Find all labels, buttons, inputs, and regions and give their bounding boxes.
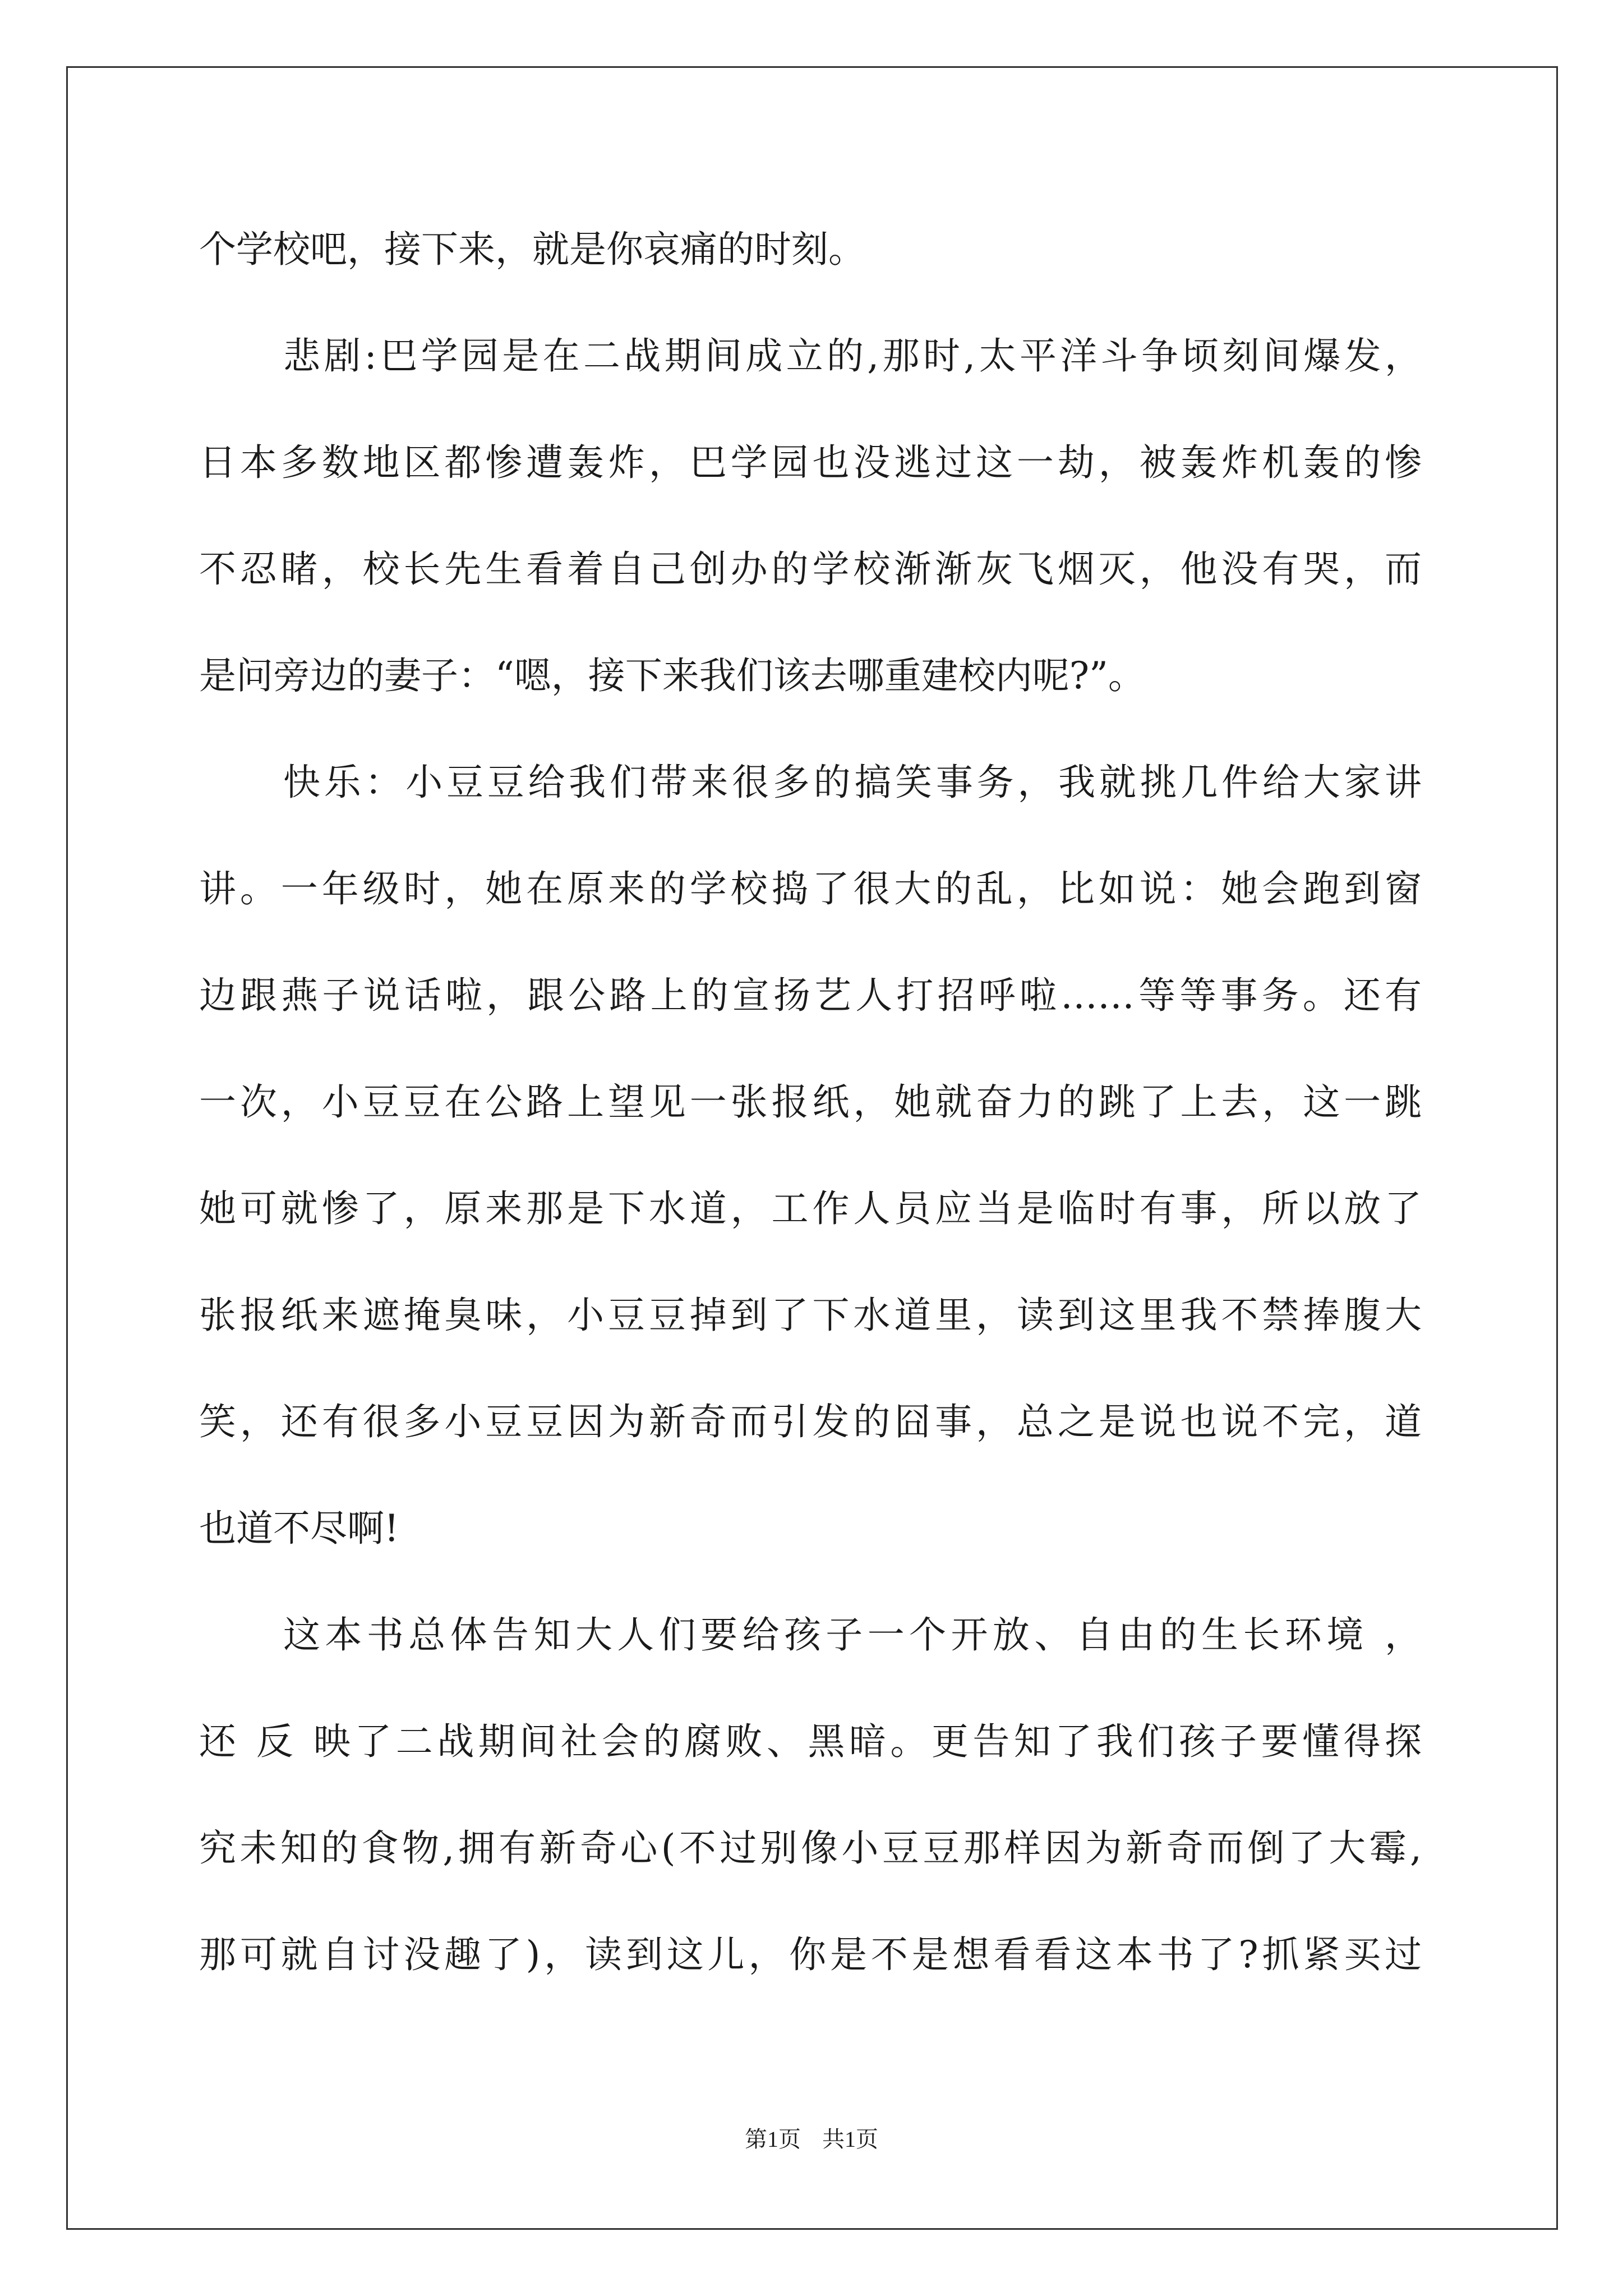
text-line: 这本书总体告知大人们要给孩子一个开放、自由的生长环境 ，	[283, 1613, 1422, 1657]
text-line: 笑，还有很多小豆豆因为新奇而引发的囧事，总之是说也说不完，道	[199, 1400, 1422, 1443]
text-line: 一次，小豆豆在公路上望见一张报纸，她就奋力的跳了上去，这一跳	[199, 1080, 1422, 1124]
text-line: 她可就惨了，原来那是下水道，工作人员应当是临时有事，所以放了	[199, 1187, 1422, 1230]
text-line: 那可就自讨没趣了)，读到这儿，你是不是想看看这本书了?抓紧买过	[199, 1933, 1422, 1976]
text-line: 还 反 映了二战期间社会的腐败、黑暗。更告知了我们孩子要懂得探	[199, 1720, 1422, 1763]
text-line: 悲剧:巴学园是在二战期间成立的,那时,太平洋斗争顷刻间爆发，	[283, 334, 1422, 378]
text-line: 个学校吧，接下来，就是你哀痛的时刻。	[199, 228, 865, 271]
text-line: 日本多数地区都惨遭轰炸，巴学园也没逃过这一劫，被轰炸机轰的惨	[199, 441, 1422, 484]
text-line: 讲。一年级时，她在原来的学校捣了很大的乱，比如说：她会跑到窗	[199, 867, 1422, 910]
text-line: 张报纸来遮掩臭味，小豆豆掉到了下水道里，读到这里我不禁捧腹大	[199, 1294, 1422, 1337]
text-line: 快乐：小豆豆给我们带来很多的搞笑事务，我就挑几件给大家讲	[283, 761, 1422, 804]
text-line: 是问旁边的妻子：“嗯，接下来我们该去哪重建校内呢?”。	[199, 654, 1145, 697]
text-line: 究未知的食物,拥有新奇心(不过别像小豆豆那样因为新奇而倒了大霉,	[199, 1826, 1422, 1870]
text-line: 也道不尽啊!	[199, 1507, 399, 1550]
page-footer	[0, 2122, 1623, 2154]
text-line: 边跟燕子说话啦，跟公路上的宣扬艺人打招呼啦……等等事务。还有	[199, 974, 1422, 1017]
page-total: 共1页	[822, 2127, 878, 2152]
page-number: 第1页	[745, 2127, 801, 2152]
text-line: 不忍睹，校长先生看着自己创办的学校渐渐灰飞烟灭，他没有哭，而	[199, 547, 1422, 591]
document-body	[199, 196, 1422, 2008]
